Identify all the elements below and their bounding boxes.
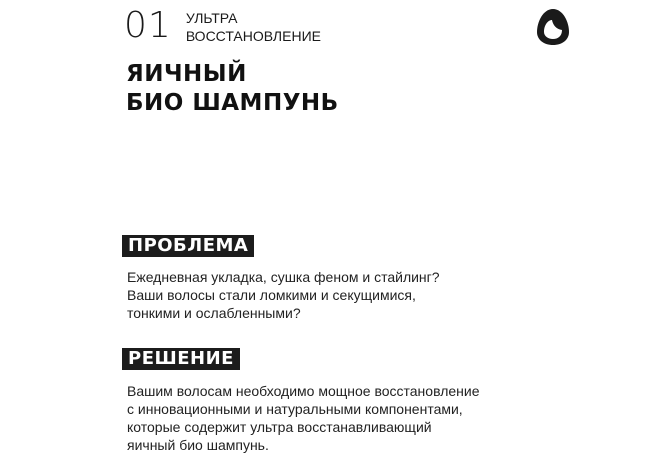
title-line: ЯИЧНЫЙ <box>126 61 247 87</box>
solution-line: яичный био шампунь. <box>127 437 269 453</box>
subtitle-line: УЛЬТРА <box>185 10 238 26</box>
solution-line: с инновационными и натуральными компонентами, <box>127 401 463 417</box>
section-subtitle <box>186 9 321 45</box>
problem-text <box>127 268 440 322</box>
subtitle-line: ВОССТАНОВЛЕНИЕ <box>185 28 321 44</box>
section-number: 01 <box>124 5 172 46</box>
title-line: БИО ШАМПУНЬ <box>126 90 339 116</box>
solution-line: которые содержит ультра восстанавливающий <box>127 419 432 435</box>
problem-line: Ежедневная укладка, сушка феном и стайлинг? <box>127 269 440 285</box>
problem-label: ПРОБЛЕМА <box>122 235 254 257</box>
egg-logo-icon <box>536 8 570 46</box>
section-header <box>124 6 321 46</box>
problem-line: Ваши волосы стали ломкими и секущимися, <box>127 287 416 303</box>
solution-text <box>127 382 480 454</box>
solution-line: Вашим волосам необходимо мощное восстановление <box>127 383 480 399</box>
product-title <box>126 60 339 118</box>
solution-label: РЕШЕНИЕ <box>122 348 240 370</box>
problem-line: тонкими и ослабленными? <box>127 305 301 321</box>
